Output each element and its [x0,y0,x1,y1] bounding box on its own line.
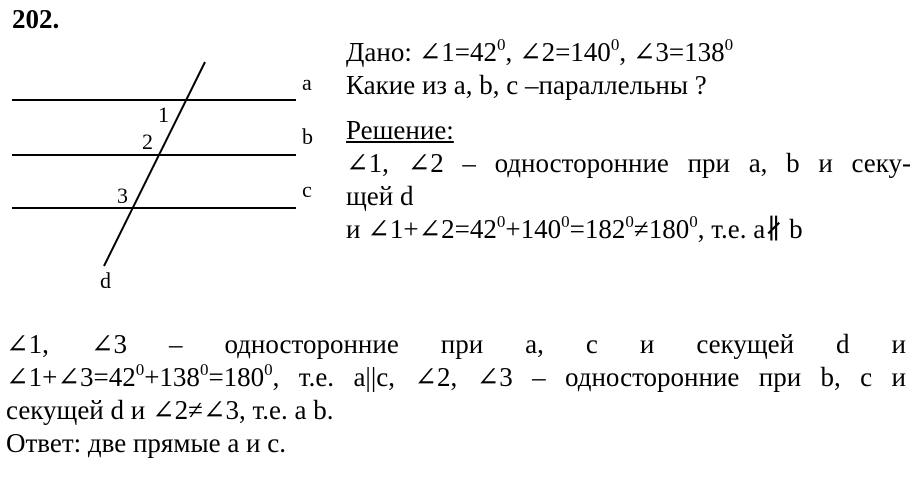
question-line: Какие из a, b, c –параллельны ? [346,70,707,100]
continuation-line-2: $\angle 1+\angle 3=42^0+138^0=180^0$, т.е. a||c, ∠2, ∠3 – односторонние при b, c и [6,360,906,392]
parallel-lines-figure [0,50,330,300]
continuation-text [6,328,906,460]
given-line: Дано: $\angle 1=42^0$, $\angle 2=140^0$, $\angle 3=138^0$ [346,35,734,67]
label-secant-d: d [100,268,111,293]
label-angle-2: 2 [142,129,153,154]
label-angle-1: 1 [158,102,169,127]
answer-line: Ответ: две прямые a и c. [6,428,286,458]
problem-number: 202. [12,4,60,34]
solution-line-1: ∠1, ∠2 – односторонние при a, b и секу- [346,148,911,178]
label-line-c: c [302,177,312,202]
continuation-line-1: ∠1, ∠3 – односторонние при a, c и секущей d и [6,329,906,359]
continuation-line-3: секущей d и ∠2≠∠3, т.е. a b. [6,395,334,425]
label-line-a: a [302,70,312,95]
given-and-solution [346,36,911,246]
label-line-b: b [302,124,313,149]
not-parallel-icon: ∦ [765,214,783,244]
solution-line-2: щей d [346,181,414,211]
solution-line-3: и $\angle 1+\angle 2=42^0+140^0=182^0\ne 180^0$, т.е. a∦ b [346,212,803,244]
label-angle-3: 3 [117,183,128,208]
solution-heading: Решение: [346,115,454,145]
secant-d [104,62,205,266]
